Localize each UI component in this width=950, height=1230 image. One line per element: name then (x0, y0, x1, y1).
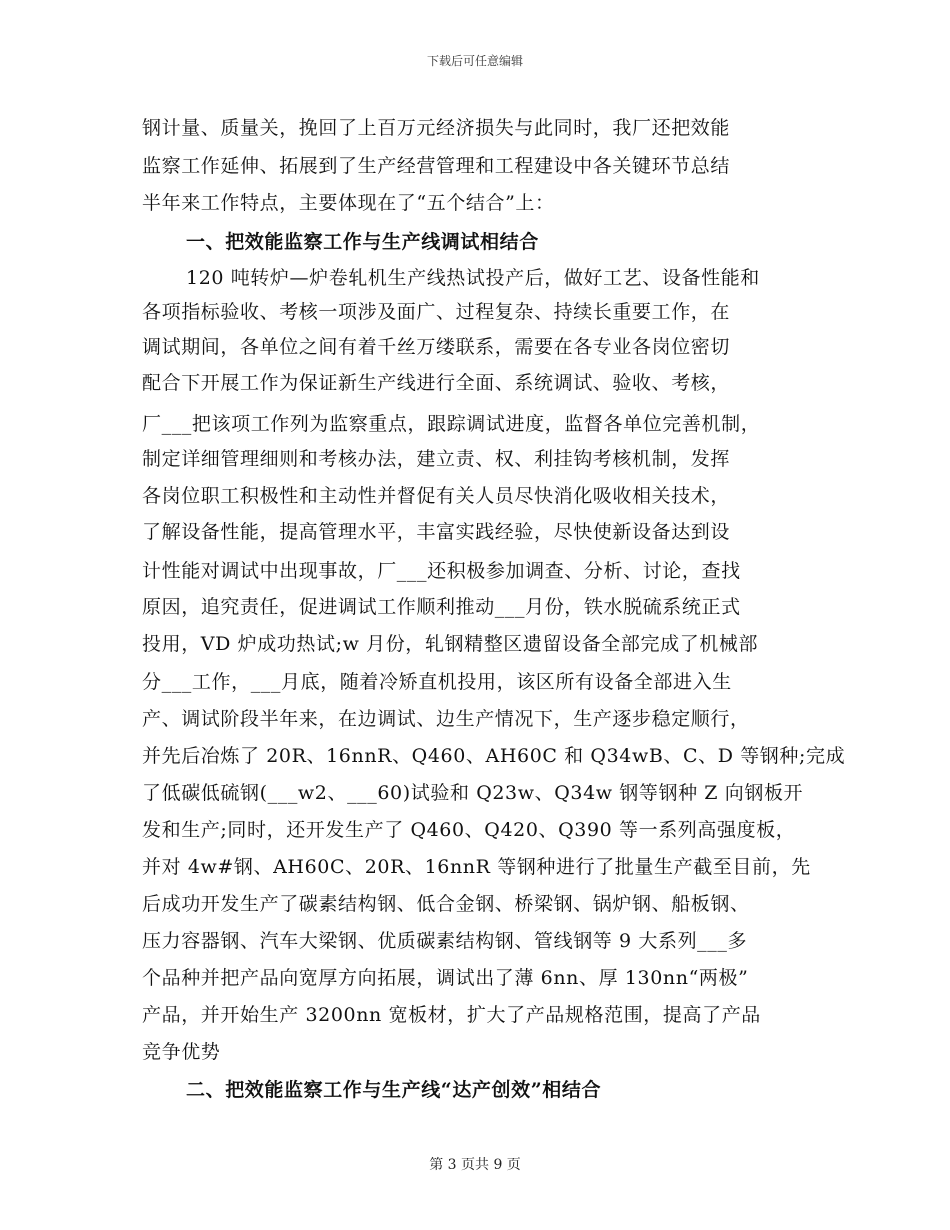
page-header: 下载后可任意编辑 (426, 54, 523, 68)
text-line: 制定详细管理细则和考核办法，建立责、权、利挂钩考核机制，发挥 (142, 448, 731, 470)
text-line: 120 吨转炉—炉卷轧机生产线热试投产后，做好工艺、设备性能和 (186, 267, 760, 289)
section-heading-2: 二、把效能监察工作与生产线“达产创效”相结合 (186, 1079, 602, 1101)
text-line: 产品，并开始生产 3200nn 宽板材，扩大了产品规格范围，提高了产品 (142, 1004, 761, 1026)
text-line: 了低碳低硫钢(___w2、___60)试验和 Q23w、Q34w 钢等钢种 Z 向钢板开 (142, 782, 804, 804)
text-line: 发和生产;同时，还开发生产了 Q460、Q420、Q390 等一系列高强度板， (142, 819, 796, 841)
text-line: 压力容器钢、汽车大梁钢、优质碳素结构钢、管线钢等 9 大系列___多 (142, 930, 748, 952)
text-line: 了解设备性能，提高管理水平，丰富实践经验，尽快使新设备达到设 (142, 521, 731, 543)
text-line: 调试期间，各单位之间有着千丝万缕联系，需要在各专业各岗位密切 (142, 336, 731, 358)
text-line: 分___工作，___月底，随着冷矫直机投用，该区所有设备全部进入生 (142, 671, 732, 693)
text-line: 个品种并把产品向宽厚方向拓展，调试出了薄 6nn、厚 130nn“两极” (142, 967, 749, 989)
text-line: 计性能对调试中出现事故，厂___还积极参加调查、分析、讨论，查找 (142, 560, 741, 582)
text-line: 产、调试阶段半年来，在边调试、边生产情况下，生产逐步稳定顺行， (142, 708, 750, 730)
text-line: 监察工作延伸、拓展到了生产经营管理和工程建设中各关键环节总结 (142, 155, 731, 177)
text-line: 原因，追究责任，促进调试工作顺利推动___月份，铁水脱硫系统正式 (142, 596, 741, 618)
text-line: 各岗位职工积极性和主动性并督促有关人员尽快消化吸收相关技术， (142, 485, 731, 507)
text-line: 配合下开展工作为保证新生产线进行全面、系统调试、验收、考核， (142, 372, 731, 394)
text-line: 并先后冶炼了 20R、16nnR、Q460、AH60C 和 Q34wB、C、D 等钢种;完成 (142, 745, 846, 767)
text-line: 厂___把该项工作列为监察重点，跟踪调试进度，监督各单位完善机制， (142, 413, 761, 435)
section-heading-1: 一、把效能监察工作与生产线调试相结合 (186, 231, 539, 253)
text-line: 各项指标验收、考核一项涉及面广、过程复杂、持续长重要工作，在 (142, 301, 731, 323)
text-line: 投用，VD 炉成功热试;w 月份，轧钢精整区遗留设备全部完成了机械部 (142, 633, 759, 655)
text-line: 并对 4w#钢、AH60C、20R、16nnR 等钢种进行了批量生产截至目前，先 (142, 856, 811, 878)
text-line: 后成功开发生产了碳素结构钢、低合金钢、桥梁钢、锅炉钢、船板钢、 (142, 893, 750, 915)
text-line: 半年来工作特点，主要体现在了“五个结合”上： (142, 192, 555, 214)
text-line: 钢计量、质量关，挽回了上百万元经济损失与此同时，我厂还把效能 (142, 117, 731, 139)
page-footer: 第 3 页共 9 页 (429, 1157, 521, 1173)
text-line: 竞争优势 (142, 1041, 221, 1063)
